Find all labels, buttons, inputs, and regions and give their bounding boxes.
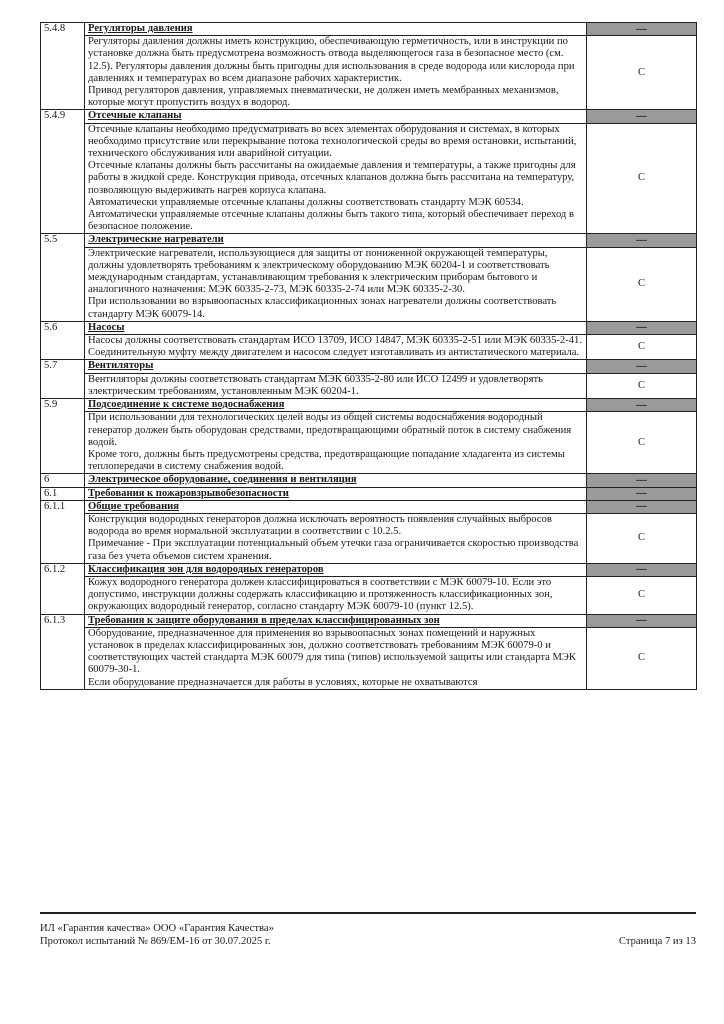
section-number: 5.9 xyxy=(41,399,85,474)
requirement-text xyxy=(85,576,587,614)
not-applicable-dash: — xyxy=(636,564,647,576)
compliance-result: С xyxy=(587,412,697,474)
section-header-result xyxy=(587,474,697,487)
section-header-row xyxy=(41,360,697,373)
requirement-paragraph: Конструкция водородных генераторов должна исключать вероятность появления случайных выбросов водорода во время нормальной эксплуатации в соответствии с 10.2.5. xyxy=(88,513,552,538)
section-body-row xyxy=(41,576,697,614)
compliance-result: С xyxy=(587,513,697,563)
section-number: 5.4.8 xyxy=(41,23,85,110)
section-header-row xyxy=(41,110,697,123)
section-title: Общие требования xyxy=(85,500,587,513)
requirement-paragraph: При использовании для технологических целей воды из общей системы водоснабжения водородный генератор должен быть оборудован средствами, предотвращающими обратный поток в систему снабжения водой. xyxy=(88,412,572,448)
section-header-result xyxy=(587,110,697,123)
footer-rule xyxy=(40,912,696,914)
section-header-result xyxy=(587,234,697,247)
requirement-text xyxy=(85,335,587,360)
section-number: 6.1.1 xyxy=(41,500,85,563)
not-applicable-dash: — xyxy=(636,399,647,411)
not-applicable-dash: — xyxy=(636,111,647,123)
section-body-row xyxy=(41,513,697,563)
section-number: 6.1.3 xyxy=(41,614,85,689)
section-body-row xyxy=(41,627,697,689)
section-title: Требования к пожаровзрывобезопасности xyxy=(85,487,587,500)
section-number: 5.4.9 xyxy=(41,110,85,234)
requirement-paragraph: Отсечные клапаны необходимо предусматривать во всех элементах оборудования и системах, в которых необходимо присутствие или перекрывание потока технологической среды во время остановки, испытаний, технического обслуживания или аварийной ситуации. xyxy=(88,123,577,160)
compliance-result: С xyxy=(587,36,697,110)
section-body-row xyxy=(41,373,697,398)
section-number: 6 xyxy=(41,474,85,487)
section-body-row xyxy=(41,123,697,234)
requirement-paragraph: Автоматически управляемые отсечные клапаны должны быть такого типа, который обеспечивает переход в безопасное положение. xyxy=(88,209,574,233)
requirement-paragraph: Кроме того, должны быть предусмотрены средства, предотвращающие попадание хладагента из системы теплопередачи в систему снабжения водой. xyxy=(88,448,565,473)
section-header-result xyxy=(587,23,697,36)
section-number: 6.1 xyxy=(41,487,85,500)
requirement-text xyxy=(85,247,587,321)
section-title: Классификация зон для водородных генераторов xyxy=(85,563,587,576)
section-header-row xyxy=(41,563,697,576)
compliance-result: С xyxy=(587,576,697,614)
not-applicable-dash: — xyxy=(636,488,647,500)
not-applicable-dash: — xyxy=(636,322,647,334)
not-applicable-dash: — xyxy=(636,23,647,35)
section-body-row xyxy=(41,247,697,321)
requirement-text xyxy=(85,412,587,474)
section-title: Отсечные клапаны xyxy=(85,110,587,123)
section-header-result xyxy=(587,399,697,412)
requirement-paragraph: Отсечные клапаны должны быть рассчитаны на ожидаемые давления и температуры, а также пригодны для работы в жидкой среде. Конструкция привода, отсечных клапанов должна быть рассчитана на температуру, позволяющую выдерживать нагрев корпуса клапана. xyxy=(88,160,576,196)
section-title: Вентиляторы xyxy=(85,360,587,373)
requirement-paragraph: Соединительную муфту между двигателем и насосом следует изготавливать из антистатического материала. xyxy=(88,347,580,359)
section-header-row xyxy=(41,321,697,334)
section-number: 5.7 xyxy=(41,360,85,399)
compliance-result: С xyxy=(587,373,697,398)
section-title: Требования к защите оборудования в пределах классифицированных зон xyxy=(85,614,587,627)
compliance-result: С xyxy=(587,123,697,234)
requirement-paragraph: Вентиляторы должны соответствовать стандартам МЭК 60335-2-80 или ИСО 12499 и удовлетворять электрическим требованиям, установленным МЭК 60204-1. xyxy=(88,373,543,397)
requirement-paragraph: Оборудование, предназначенное для применения во взрывоопасных зонах помещений и наружных установок в пределах классифицированных зон, должно соответствовать требованиям МЭК 60079-0 и соответствующих частей стандарта МЭК 60079 для типа (типов) используемой защиты или стандарта МЭК 60079-30-1. xyxy=(88,627,576,676)
requirement-paragraph: Если оборудование предназначается для работы в условиях, которые не охватываются xyxy=(88,676,478,688)
section-number: 6.1.2 xyxy=(41,563,85,614)
footer-protocol-number: Протокол испытаний № 869/ЕМ-16 от 30.07.2025 г. xyxy=(40,936,271,947)
not-applicable-dash: — xyxy=(636,235,647,247)
not-applicable-dash: — xyxy=(636,501,647,513)
not-applicable-dash: — xyxy=(636,361,647,373)
section-header-row xyxy=(41,500,697,513)
section-title: Электрическое оборудование, соединения и вентиляция xyxy=(85,474,587,487)
requirements-table-container xyxy=(40,22,696,690)
not-applicable-dash: — xyxy=(636,474,647,486)
requirement-text xyxy=(85,513,587,563)
compliance-result: С xyxy=(587,335,697,360)
requirement-paragraph: Автоматически управляемые отсечные клапаны должны соответствовать стандарту МЭК 60534. xyxy=(88,196,524,208)
compliance-result: С xyxy=(587,247,697,321)
section-header-result xyxy=(587,563,697,576)
section-body-row xyxy=(41,335,697,360)
section-header-result xyxy=(587,321,697,334)
section-title: Электрические нагреватели xyxy=(85,234,587,247)
section-header-row xyxy=(41,399,697,412)
footer-page-number: Страница 7 из 13 xyxy=(618,936,696,947)
requirement-paragraph: Примечание - При эксплуатации потенциальный объем утечки газа ограничивается скоростью производства газа без учета объемов систем хранения. xyxy=(88,538,579,562)
section-header-row xyxy=(41,614,697,627)
section-header-result xyxy=(587,360,697,373)
requirement-paragraph: Регуляторы давления должны иметь конструкцию, обеспечивающую герметичность, или в инструкции по установке должна быть предусмотрена возможность отвода выделяющегося газа в безопасное место (см. 12.5). Регуляторы давления должны быть пригодны для использования в среде водорода или кислорода при давлениях и температурах во всем диапазоне рабочих характеристик. xyxy=(88,36,575,84)
section-body-row xyxy=(41,412,697,474)
section-title: Регуляторы давления xyxy=(85,23,587,36)
requirement-paragraph: Электрические нагреватели, использующиеся для защиты от пониженной окружающей температуры, должны удовлетворять требованиям к электрическому оборудованию МЭК 60204-1 и соответствовать международным стандартам, устанавливающим требования к электрическим приборам бытового и аналогичного назначения: МЭК 60335-2-73, МЭК 60335-2-74 или МЭК 60335-2-30. xyxy=(88,247,550,296)
requirement-paragraph: Насосы должны соответствовать стандартам ИСО 13709, ИСО 14847, МЭК 60335-2-51 или МЭК 60335-2-41. xyxy=(88,335,582,347)
section-body-row xyxy=(41,36,697,110)
section-header-row xyxy=(41,234,697,247)
section-header-row xyxy=(41,487,697,500)
not-applicable-dash: — xyxy=(636,615,647,627)
requirement-paragraph: Привод регуляторов давления, управляемых пневматически, не должен иметь мембранных механизмов, которые могут пропустить воздух в водород. xyxy=(88,85,559,109)
section-number: 5.6 xyxy=(41,321,85,360)
section-title: Насосы xyxy=(85,321,587,334)
section-header-row xyxy=(41,23,697,36)
requirement-paragraph: Кожух водородного генератора должен классифицироваться в соответствии с МЭК 60079-10. Если это допустимо, инструкции должны содержать классификацию и протяженность классификационных зон, окружающих водородный генератор, согласно стандарту МЭК 60079-10 (пункт 12.5). xyxy=(88,576,553,613)
section-header-result xyxy=(587,614,697,627)
requirement-text xyxy=(85,123,587,234)
requirement-text xyxy=(85,36,587,110)
compliance-result: С xyxy=(587,627,697,689)
section-title: Подсоединение к системе водоснабжения xyxy=(85,399,587,412)
requirement-paragraph: При использовании во взрывоопасных классификационных зонах нагреватели должны соответствовать стандарту МЭК 60079-14. xyxy=(88,296,557,320)
requirement-text xyxy=(85,627,587,689)
requirements-table xyxy=(40,22,697,690)
section-number: 5.5 xyxy=(41,234,85,321)
footer-lab-name: ИЛ «Гарантия качества» ООО «Гарантия Качества» xyxy=(40,923,274,934)
page-footer xyxy=(40,922,696,948)
requirement-text xyxy=(85,373,587,398)
section-header-result xyxy=(587,500,697,513)
section-header-result xyxy=(587,487,697,500)
section-header-row xyxy=(41,474,697,487)
